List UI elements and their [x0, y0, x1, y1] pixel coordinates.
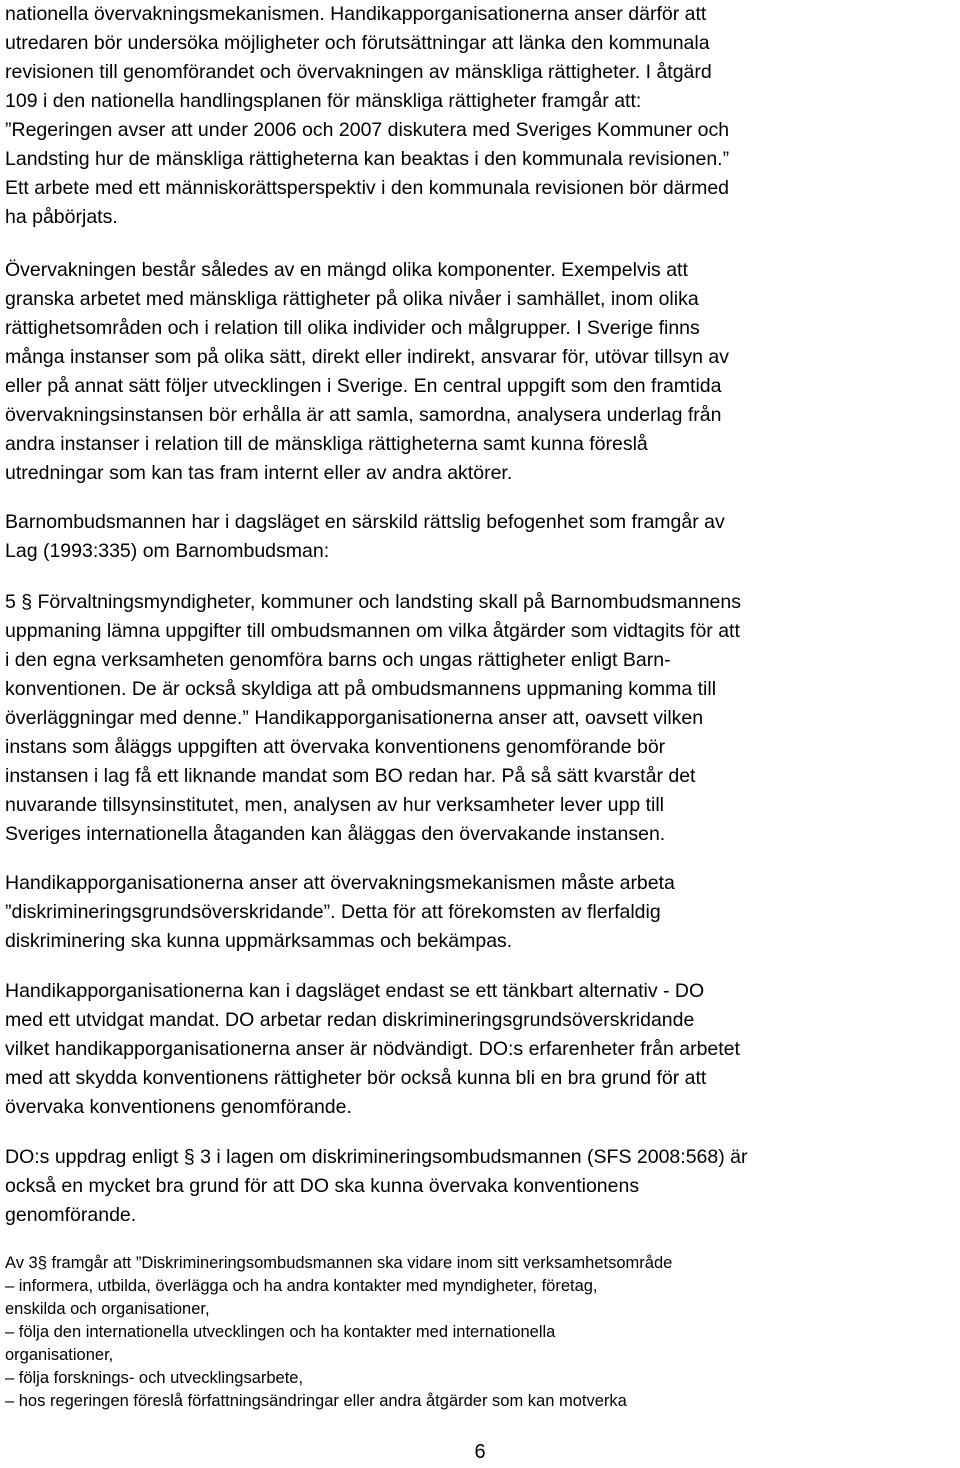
- text-line: genomförande.: [5, 1204, 137, 1226]
- text-line: andra instanser i relation till de mänskliga rättigheterna samt kunna föreslå: [5, 433, 648, 455]
- text-line: med ett utvidgat mandat. DO arbetar redan diskrimineringsgrundsöverskridande: [5, 1009, 695, 1031]
- text-line: Övervakningen består således av en mängd olika komponenter. Exempelvis att: [5, 259, 688, 281]
- text-line: Barnombudsmannen har i dagsläget en särskild rättslig befogenhet som framgår av: [5, 511, 725, 533]
- page-number: 6: [474, 1441, 486, 1463]
- quote-line: – informera, utbilda, överlägga och ha andra kontakter med myndigheter, företag,: [5, 1277, 598, 1295]
- paragraph-law-section-5: [5, 588, 955, 849]
- text-line: konventionen. De är också skyldiga att på ombudsmannens uppmaning komma till: [5, 678, 717, 700]
- text-line: överläggningar med denne.” Handikapporganisationerna anser att, oavsett vilken: [5, 707, 704, 729]
- text-line: vilket handikapporganisationerna anser är nödvändigt. DO:s erfarenheter från arbetet: [5, 1038, 740, 1060]
- quote-line: – följa den internationella utvecklingen och ha kontakter med internationella: [5, 1323, 556, 1341]
- text-line: övervaka konventionens genomförande.: [5, 1096, 352, 1118]
- text-line: eller på annat sätt följer utvecklingen i Sverige. En central uppgift som den framtida: [5, 375, 722, 397]
- text-line: nationella övervakningsmekanismen. Handikapporganisationerna anser därför att: [5, 3, 707, 25]
- quote-line: enskilda och organisationer,: [5, 1300, 210, 1318]
- text-line: revisionen till genomförandet och övervakningen av mänskliga rättigheter. I åtgärd: [5, 61, 712, 83]
- text-line: med att skydda konventionens rättigheter bör också kunna bli en bra grund för att: [5, 1067, 707, 1089]
- text-line: DO:s uppdrag enligt § 3 i lagen om diskrimineringsombudsmannen (SFS 2008:568) är: [5, 1146, 748, 1168]
- quote-line: organisationer,: [5, 1346, 114, 1364]
- paragraph-cross-ground: [5, 869, 955, 956]
- paragraph-monitoring-components: [5, 256, 955, 488]
- text-line: granska arbetet med mänskliga rättigheter på olika nivåer i samhället, inom olika: [5, 288, 699, 310]
- text-line: ”Regeringen avser att under 2006 och 2007 diskutera med Sveriges Kommuner och: [5, 119, 730, 141]
- text-line: instansen i lag få ett liknande mandat som BO redan har. På så sätt kvarstår det: [5, 765, 696, 787]
- paragraph-do-mandate: [5, 1143, 955, 1230]
- text-line: Handikapporganisationerna anser att övervakningsmekanismen måste arbeta: [5, 872, 675, 894]
- paragraph-barnombudsmannen: [5, 508, 955, 566]
- text-line: ha påbörjats.: [5, 206, 118, 228]
- text-line: rättighetsområden och i relation till olika individer och målgrupper. I Sverige finns: [5, 317, 700, 339]
- text-line: Sveriges internationella åtaganden kan åläggas den övervakande instansen.: [5, 823, 666, 845]
- text-line: Landsting hur de mänskliga rättigheterna kan beaktas i den kommunala revisionen.”: [5, 148, 730, 170]
- paragraph-do-alternative: [5, 977, 955, 1122]
- quote-line: – följa forsknings- och utvecklingsarbete,: [5, 1369, 304, 1387]
- text-line: många instanser som på olika sätt, direkt eller indirekt, ansvarar för, utövar tillsyn av: [5, 346, 729, 368]
- quote-line: – hos regeringen föreslå författningsändringar eller andra åtgärder som kan motverka: [5, 1392, 627, 1410]
- text-line: Handikapporganisationerna kan i dagsläget endast se ett tänkbart alternativ - DO: [5, 980, 705, 1002]
- text-line: diskriminering ska kunna uppmärksammas och bekämpas.: [5, 930, 513, 952]
- text-line: utredningar som kan tas fram internt eller av andra aktörer.: [5, 462, 513, 484]
- quote-line: Av 3§ framgår att ”Diskrimineringsombudsmannen ska vidare inom sitt verksamhetsområde: [5, 1254, 673, 1272]
- text-line: 5 § Förvaltningsmyndigheter, kommuner och landsting skall på Barnombudsmannens: [5, 591, 741, 613]
- text-line: övervakningsinstansen bör erhålla är att samla, samordna, analysera underlag från: [5, 404, 722, 426]
- text-line: 109 i den nationella handlingsplanen för mänskliga rättigheter framgår att:: [5, 90, 642, 112]
- text-line: ”diskrimineringsgrundsöverskridande”. Detta för att förekomsten av flerfaldig: [5, 901, 661, 923]
- text-line: också en mycket bra grund för att DO ska kunna övervaka konventionens: [5, 1175, 640, 1197]
- text-line: Ett arbete med ett människorättsperspektiv i den kommunala revisionen bör därmed: [5, 177, 730, 199]
- law-quote-block: [5, 1252, 955, 1413]
- paragraph-monitoring-mechanism: [5, 0, 955, 232]
- text-line: utredaren bör undersöka möjligheter och förutsättningar att länka den kommunala: [5, 32, 710, 54]
- text-line: Lag (1993:335) om Barnombudsman:: [5, 540, 330, 562]
- text-line: instans som åläggs uppgiften att övervaka konventionens genomförande bör: [5, 736, 666, 758]
- text-line: uppmaning lämna uppgifter till ombudsmannen om vilka åtgärder som vidtagits för att: [5, 620, 740, 642]
- text-line: i den egna verksamheten genomföra barns och ungas rättigheter enligt Barn-: [5, 649, 671, 671]
- text-line: nuvarande tillsynsinstitutet, men, analysen av hur verksamheter lever upp till: [5, 794, 664, 816]
